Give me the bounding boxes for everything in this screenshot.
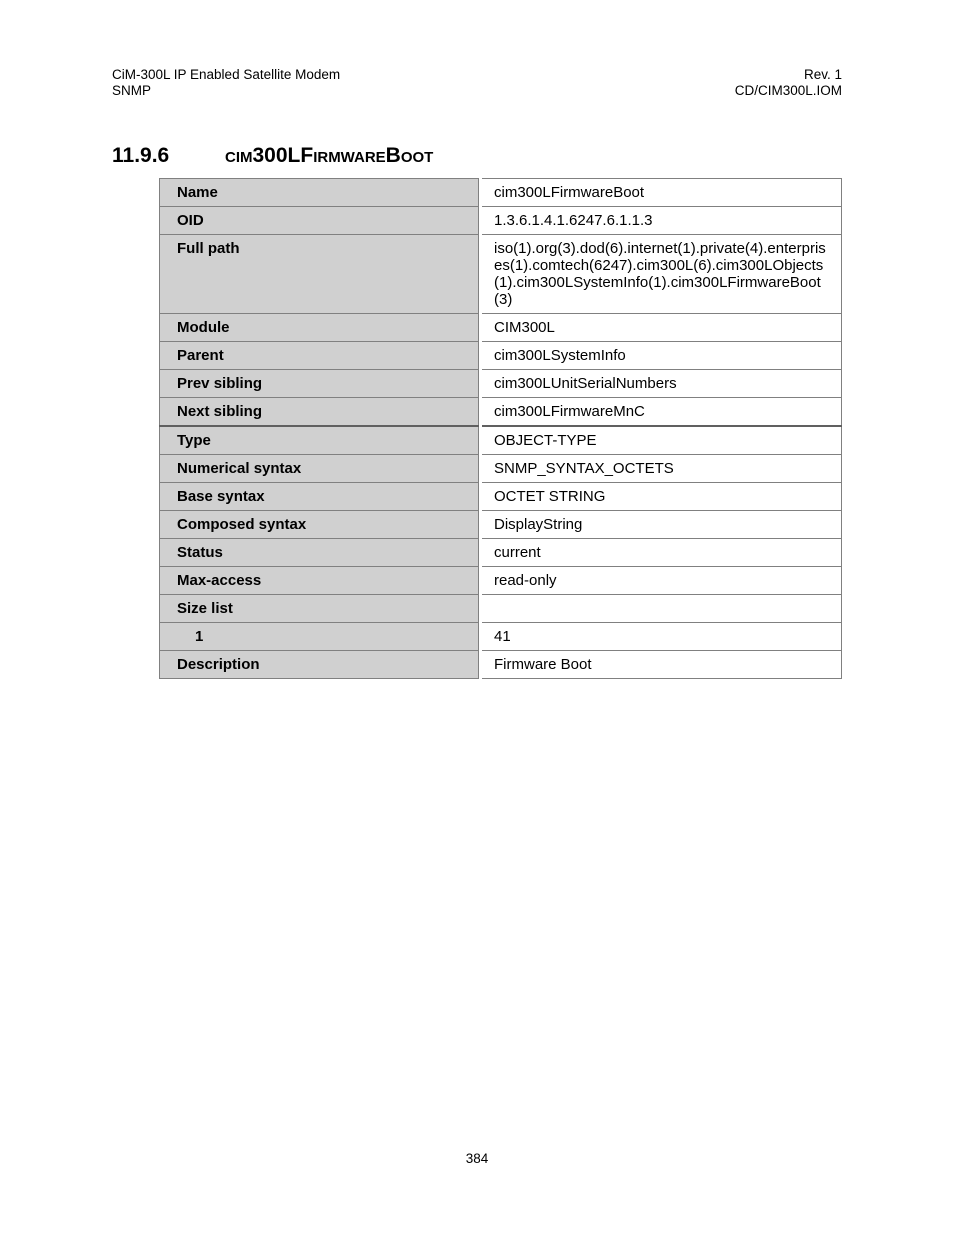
row-key: Next sibling [160,398,481,427]
table-row [160,539,842,567]
page-number: 384 [465,1151,489,1166]
chapter-name: SNMP [112,83,152,98]
row-key: Full path [160,235,481,314]
mib-object-table [159,178,842,679]
row-value: OCTET STRING [481,483,842,511]
row-value: iso(1).org(3).dod(6).internet(1).private(4).enterprises(1).comtech(6247).cim300L(6).cim300LObjects(1).cim300LSystemInfo(1).cim300LFirmwareBoot(3) [481,235,842,314]
table-row [160,483,842,511]
row-value: DisplayString [481,511,842,539]
row-key: Status [160,539,481,567]
row-value: read-only [481,567,842,595]
table-row [160,567,842,595]
table-row [160,179,842,207]
row-value: 41 [481,623,842,651]
row-key: Description [160,651,481,679]
section-heading [112,144,433,168]
document-title: CiM-300L IP Enabled Satellite Modem [112,67,341,82]
row-value: CIM300L [481,314,842,342]
row-value: cim300LSystemInfo [481,342,842,370]
table-row [160,314,842,342]
row-value: cim300LFirmwareMnC [481,398,842,427]
row-key: Numerical syntax [160,455,481,483]
table-row [160,426,842,455]
table-row [160,370,842,398]
row-key: Size list [160,595,481,623]
row-key: Type [160,426,481,455]
row-key: Prev sibling [160,370,481,398]
row-value: cim300LFirmwareBoot [481,179,842,207]
row-key: Parent [160,342,481,370]
row-key: 1 [160,623,481,651]
table-row [160,398,842,427]
table-row [160,455,842,483]
row-value: 1.3.6.1.4.1.6247.6.1.1.3 [481,207,842,235]
table-row [160,511,842,539]
page-header-left [112,67,340,99]
page-header-right [735,67,842,99]
section-title: cim300LFirmwareBoot [225,144,434,167]
row-key: Composed syntax [160,511,481,539]
row-value: cim300LUnitSerialNumbers [481,370,842,398]
row-key: Max-access [160,567,481,595]
table-row [160,342,842,370]
row-key: OID [160,207,481,235]
row-value: OBJECT-TYPE [481,426,842,455]
table-row [160,235,842,314]
row-value [481,595,842,623]
table-row [160,651,842,679]
table-row [160,623,842,651]
section-number: 11.9.6 [112,144,170,167]
row-key: Name [160,179,481,207]
row-key: Module [160,314,481,342]
table-row [160,595,842,623]
row-value: Firmware Boot [481,651,842,679]
document-code: CD/CIM300L.IOM [734,83,842,98]
row-value: current [481,539,842,567]
revision: Rev. 1 [803,67,842,82]
table-row [160,207,842,235]
row-key: Base syntax [160,483,481,511]
row-value: SNMP_SYNTAX_OCTETS [481,455,842,483]
